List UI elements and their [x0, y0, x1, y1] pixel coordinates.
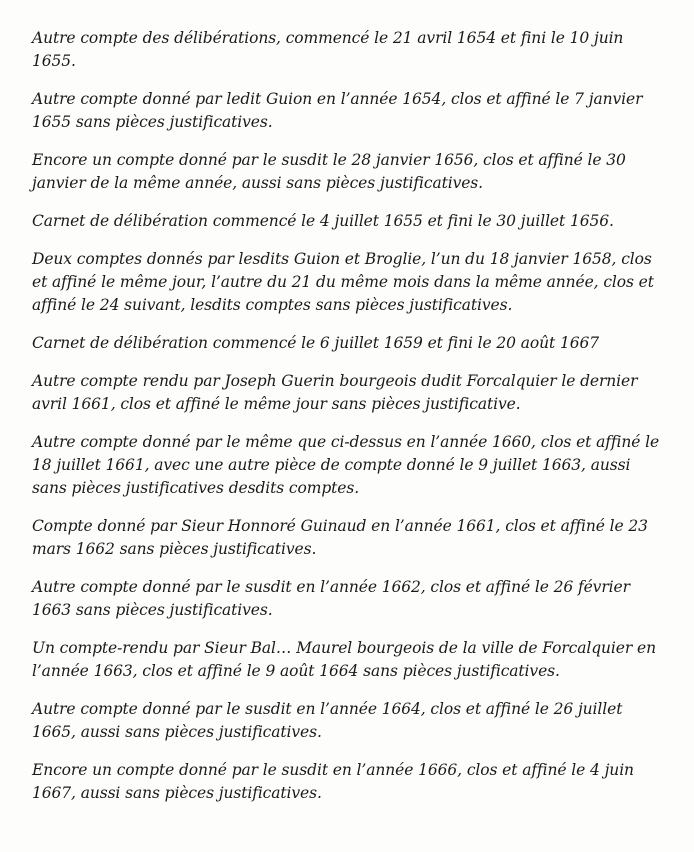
entry-6: Carnet de délibération commencé le 6 juillet 1659 et fini le 20 août 1667: [32, 334, 600, 352]
entry-10: Autre compte donné par le susdit en l’année 1662, clos et affiné le 26 février 1663 sans pièces justificatives.: [32, 578, 630, 619]
entry-3: Encore un compte donné par le susdit le 28 janvier 1656, clos et affiné le 30 janvier de la même année, aussi sans pièces justificatives.: [32, 151, 626, 192]
entry-8: Autre compte donné par le même que ci-dessus en l’année 1660, clos et affiné le 18 juillet 1661, avec une autre pièce de compte donné le 9 juillet 1663, aussi sans pièces justificatives desdits comptes.: [32, 433, 660, 497]
entry-11: Un compte-rendu par Sieur Bal… Maurel bourgeois de la ville de Forcalquier en l’année 1663, clos et affiné le 9 août 1664 sans pièces justificatives.: [32, 639, 656, 680]
entry-1: Autre compte des délibérations, commencé le 21 avril 1654 et fini le 10 juin 1655.: [32, 29, 624, 70]
entry-2: Autre compte donné par ledit Guion en l’année 1654, clos et affiné le 7 janvier 1655 sans pièces justificatives.: [32, 90, 643, 131]
entry-4: Carnet de délibération commencé le 4 juillet 1655 et fini le 30 juillet 1656.: [32, 212, 614, 230]
entry-12: Autre compte donné par le susdit en l’année 1664, clos et affiné le 26 juillet 1665, aussi sans pièces justificatives.: [32, 700, 623, 741]
entry-5: Deux comptes donnés par lesdits Guion et Broglie, l’un du 18 janvier 1658, clos et affiné le même jour, l’autre du 21 du même mois dans la même année, clos et affiné le 24 suivant, lesdits comptes sans pièces justificatives.: [32, 250, 654, 314]
entry-7: Autre compte rendu par Joseph Guerin bourgeois dudit Forcalquier le dernier avril 1661, clos et affiné le même jour sans pièces justificative.: [32, 372, 638, 413]
entry-9: Compte donné par Sieur Honnoré Guinaud en l’année 1661, clos et affiné le 23 mars 1662 sans pièces justificatives.: [32, 517, 648, 558]
entry-13: Encore un compte donné par le susdit en l’année 1666, clos et affiné le 4 juin 1667, aussi sans pièces justificatives.: [32, 761, 634, 802]
